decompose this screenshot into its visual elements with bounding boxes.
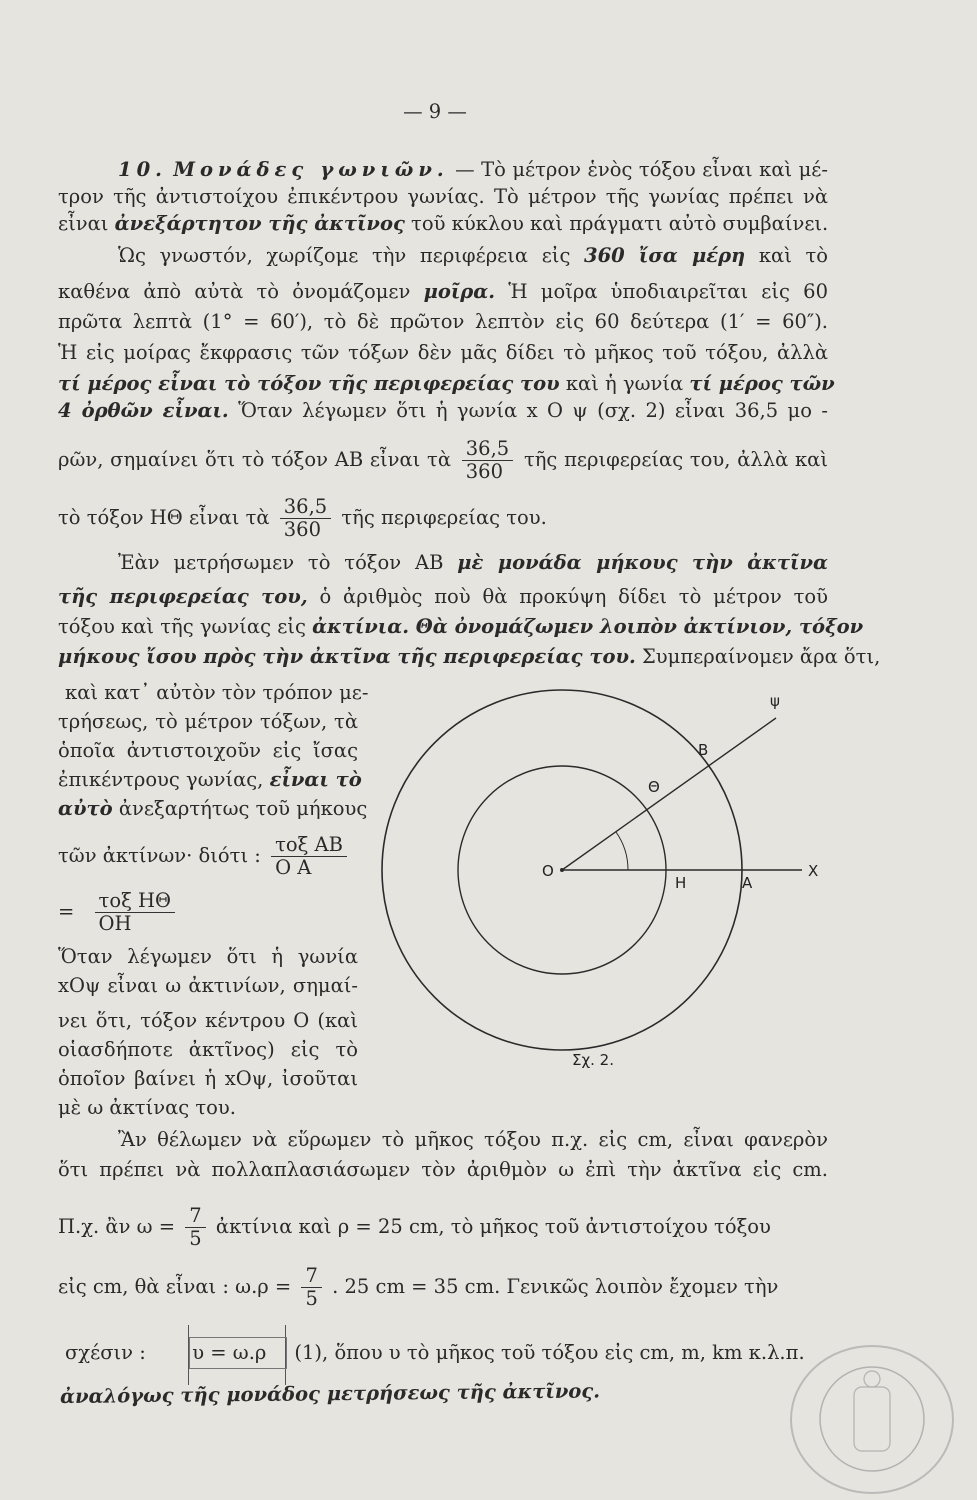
text-span: εἰς cm, θὰ εἶναι : ω.ρ = <box>58 1275 292 1298</box>
col-line-12: ὁποῖον βαίνει ἡ xOψ, ἰσοῦται <box>58 1067 358 1090</box>
col-line-5 <box>58 796 368 822</box>
fraction: $\frac{\text{τοξ ΗΘ}}{OH}$ <box>95 890 175 935</box>
line-17: ὅτι πρέπει νὰ πολλαπλασιάσωμεν τὸν ἀριθμὸν ω ἐπὶ τὴν ἀκτῖνα εἰς cm. <box>58 1158 828 1181</box>
line-5 <box>58 279 828 305</box>
line-9 <box>58 398 828 424</box>
fraction: $\frac{36,5}{360}$ <box>462 438 513 483</box>
text-span: Π.χ. ἂν ω = <box>58 1215 176 1238</box>
col-line-7 <box>58 890 358 935</box>
figure-circles <box>380 680 840 1100</box>
emphasis: τί μέρος εἶναι τὸ τόξον τῆς περιφερείας του <box>58 372 560 395</box>
emphasis: ἀνεξάρτητον τῆς ἀκτῖνος <box>114 212 405 235</box>
text-span: Ὡς γνωστόν, χωρίζομε τὴν περιφέρεια εἰς <box>118 244 571 267</box>
text-span: Ἡ μοῖρα ὑποδιαιρεῖται εἰς 60 <box>508 280 828 303</box>
label-o: Ο <box>542 862 554 880</box>
emphasis: μήκους ἴσου πρὸς τὴν ἀκτῖνα τῆς περιφερείας του. <box>58 645 636 668</box>
col-line-4 <box>58 767 362 793</box>
angle-arc <box>616 832 628 870</box>
figure-caption: Σχ. 2. <box>572 1051 614 1069</box>
fraction: $\frac{7}{5}$ <box>301 1265 321 1310</box>
text-span: Ἐὰν μετρήσωμεν τὸ τόξον ΑΒ <box>118 551 444 574</box>
label-theta: Θ <box>648 778 660 796</box>
emphasis: τί μέρος τῶν <box>689 372 835 395</box>
col-line-6 <box>58 834 358 879</box>
text-span: καὶ ἡ γωνία <box>565 372 684 395</box>
text-span: τῶν ἀκτίνων· διότι : <box>58 844 261 867</box>
text-span: τοῦ κύκλου καὶ πράγματι αὐτὸ συμβαίνει. <box>411 212 829 235</box>
line-3 <box>58 211 828 237</box>
line-2: τρον τῆς ἀντιστοίχου ἐπικέντρου γωνίας. Τὸ μέτρον τῆς γωνίας πρέπει νὰ <box>58 185 828 208</box>
section-number: 10. <box>118 158 167 181</box>
line-13 <box>58 584 828 610</box>
line-1: 10. Μονάδες γωνιῶν. — Τὸ μέτρον ἑνὸς τόξου εἶναι καὶ μέ- <box>118 158 828 181</box>
line-18 <box>58 1205 828 1250</box>
emphasis: τῆς περιφερείας του, <box>58 585 308 608</box>
line-16: Ἂν θέλωμεν νὰ εὕρωμεν τὸ μῆκος τόξου π.χ. εἰς cm, εἶναι φανερὸν <box>118 1128 828 1151</box>
line-15 <box>58 644 881 670</box>
text-span: (1), ὅπου υ τὸ μῆκος τοῦ τόξου εἰς cm, m, km κ.λ.π. <box>294 1341 805 1364</box>
text-span: καὶ τὸ <box>758 244 828 267</box>
label-x: Χ <box>808 862 819 880</box>
boxed-formula: υ = ω.ρ <box>192 1341 267 1364</box>
text-span: τόξου καὶ τῆς γωνίας εἰς <box>58 615 306 638</box>
line-4 <box>118 243 828 269</box>
col-line-13: μὲ ω ἀκτίνας του. <box>58 1096 236 1119</box>
emphasis: αὐτὸ <box>58 797 113 820</box>
emphasis: εἶναι τὸ <box>269 768 362 791</box>
line-10 <box>58 438 828 483</box>
text-span: Ὅταν λέγωμεν ὅτι ἡ γωνία x O ψ (σχ. 2) εἶναι 36,5 μο - <box>238 399 828 422</box>
label-psi: ψ <box>770 692 780 710</box>
line-21: ἀναλόγως τῆς μονάδος μετρήσεως τῆς ἀκτῖνος. <box>59 1379 601 1409</box>
col-line-3: ὁποῖα ἀντιστοιχοῦν εἰς ἴσας <box>58 739 358 762</box>
text-span: ἀνεξαρτήτως τοῦ μήκους <box>118 797 368 820</box>
col-line-10: νει ὅτι, τόξον κέντρου Ο (καὶ <box>58 1009 358 1032</box>
text-span: Τὸ μέτρον ἑνὸς τόξου εἶναι καὶ μέ- <box>481 158 828 181</box>
col-line-11: οἱασδήποτε ἀκτῖνος) εἰς τὸ <box>58 1038 358 1061</box>
text-span: τῆς περιφερείας του, ἀλλὰ καὶ <box>523 448 828 471</box>
line-7: Ἡ εἰς μοίρας ἔκφρασις τῶν τόξων δὲν μᾶς δίδει τὸ μῆκος τοῦ τόξου, ἀλλὰ <box>58 341 828 364</box>
col-line-1: καὶ κατ᾽ αὐτὸν τὸν τρόπον με- <box>65 681 369 704</box>
emphasis: μοῖρα. <box>423 280 496 303</box>
text-span: ἀκτίνια καὶ ρ = 25 cm, τὸ μῆκος τοῦ ἀντιστοίχου τόξου <box>215 1215 771 1238</box>
emphasis: 360 ἴσα μέρη <box>584 244 746 267</box>
text-span: ἐπικέντρους γωνίας, <box>58 768 264 791</box>
section-title: Μονάδες γωνιῶν. <box>173 158 449 181</box>
line-8 <box>58 371 835 397</box>
emphasis: μὲ μονάδα μήκους τὴν ἀκτῖνα <box>457 551 828 574</box>
line-14 <box>58 614 864 640</box>
fraction: $\frac{\text{τοξ ΑΒ}}{\text{Ο Α}}$ <box>271 834 347 879</box>
equals-sign: = <box>58 900 75 923</box>
col-line-2: τρήσεως, τὸ μέτρον τόξων, τὰ <box>58 710 358 733</box>
seal-drawing <box>792 1347 952 1492</box>
line-11 <box>58 496 828 541</box>
label-a: Α <box>742 874 753 892</box>
line-6: πρῶτα λεπτὰ (1° = 60′), τὸ δὲ πρῶτον λεπτὸν εἰς 60 δεύτερα (1′ = 60″). <box>58 310 828 333</box>
text-span: ρῶν, σημαίνει ὅτι τὸ τόξον ΑΒ εἶναι τὰ <box>58 448 452 471</box>
text-span: . 25 cm = 35 cm. Γενικῶς λοιπὸν ἔχομεν τὴν <box>332 1275 779 1298</box>
label-b: Β <box>698 741 709 759</box>
line-19 <box>58 1265 828 1310</box>
text-span: Συμπεραίνομεν ἄρα ὅτι, <box>642 645 881 668</box>
label-h: Η <box>675 874 687 892</box>
line-12 <box>118 550 828 576</box>
col-line-9: xOψ εἶναι ω ἀκτινίων, σημαί- <box>58 974 358 997</box>
ray-opsi <box>562 718 776 870</box>
library-seal <box>790 1345 954 1494</box>
page-number: — 9 — <box>403 100 467 123</box>
text-span: καθένα ἀπὸ αὐτὰ τὸ ὀνομάζομεν <box>58 280 411 303</box>
fraction: $\frac{36,5}{360}$ <box>280 496 331 541</box>
emphasis: 4 ὀρθῶν εἶναι. <box>58 399 229 422</box>
text-span: τῆς περιφερείας του. <box>341 506 547 529</box>
text-span: εἶναι <box>58 212 109 235</box>
center-point <box>560 868 564 872</box>
line-20 <box>65 1340 835 1366</box>
text-span: σχέσιν : <box>65 1341 146 1364</box>
emphasis: ἀκτίνια. Θὰ ὀνομάζωμεν λοιπὸν ἀκτίνιον, τόξον <box>312 615 864 638</box>
text-span: τὸ τόξον ΗΘ εἶναι τὰ <box>58 506 270 529</box>
fraction: $\frac{7}{5}$ <box>185 1205 205 1250</box>
text-span: ὁ ἀριθμὸς ποὺ θὰ προκύψη δίδει τὸ μέτρον τοῦ <box>319 585 828 608</box>
col-line-8: Ὅταν λέγωμεν ὅτι ἡ γωνία <box>58 945 358 968</box>
